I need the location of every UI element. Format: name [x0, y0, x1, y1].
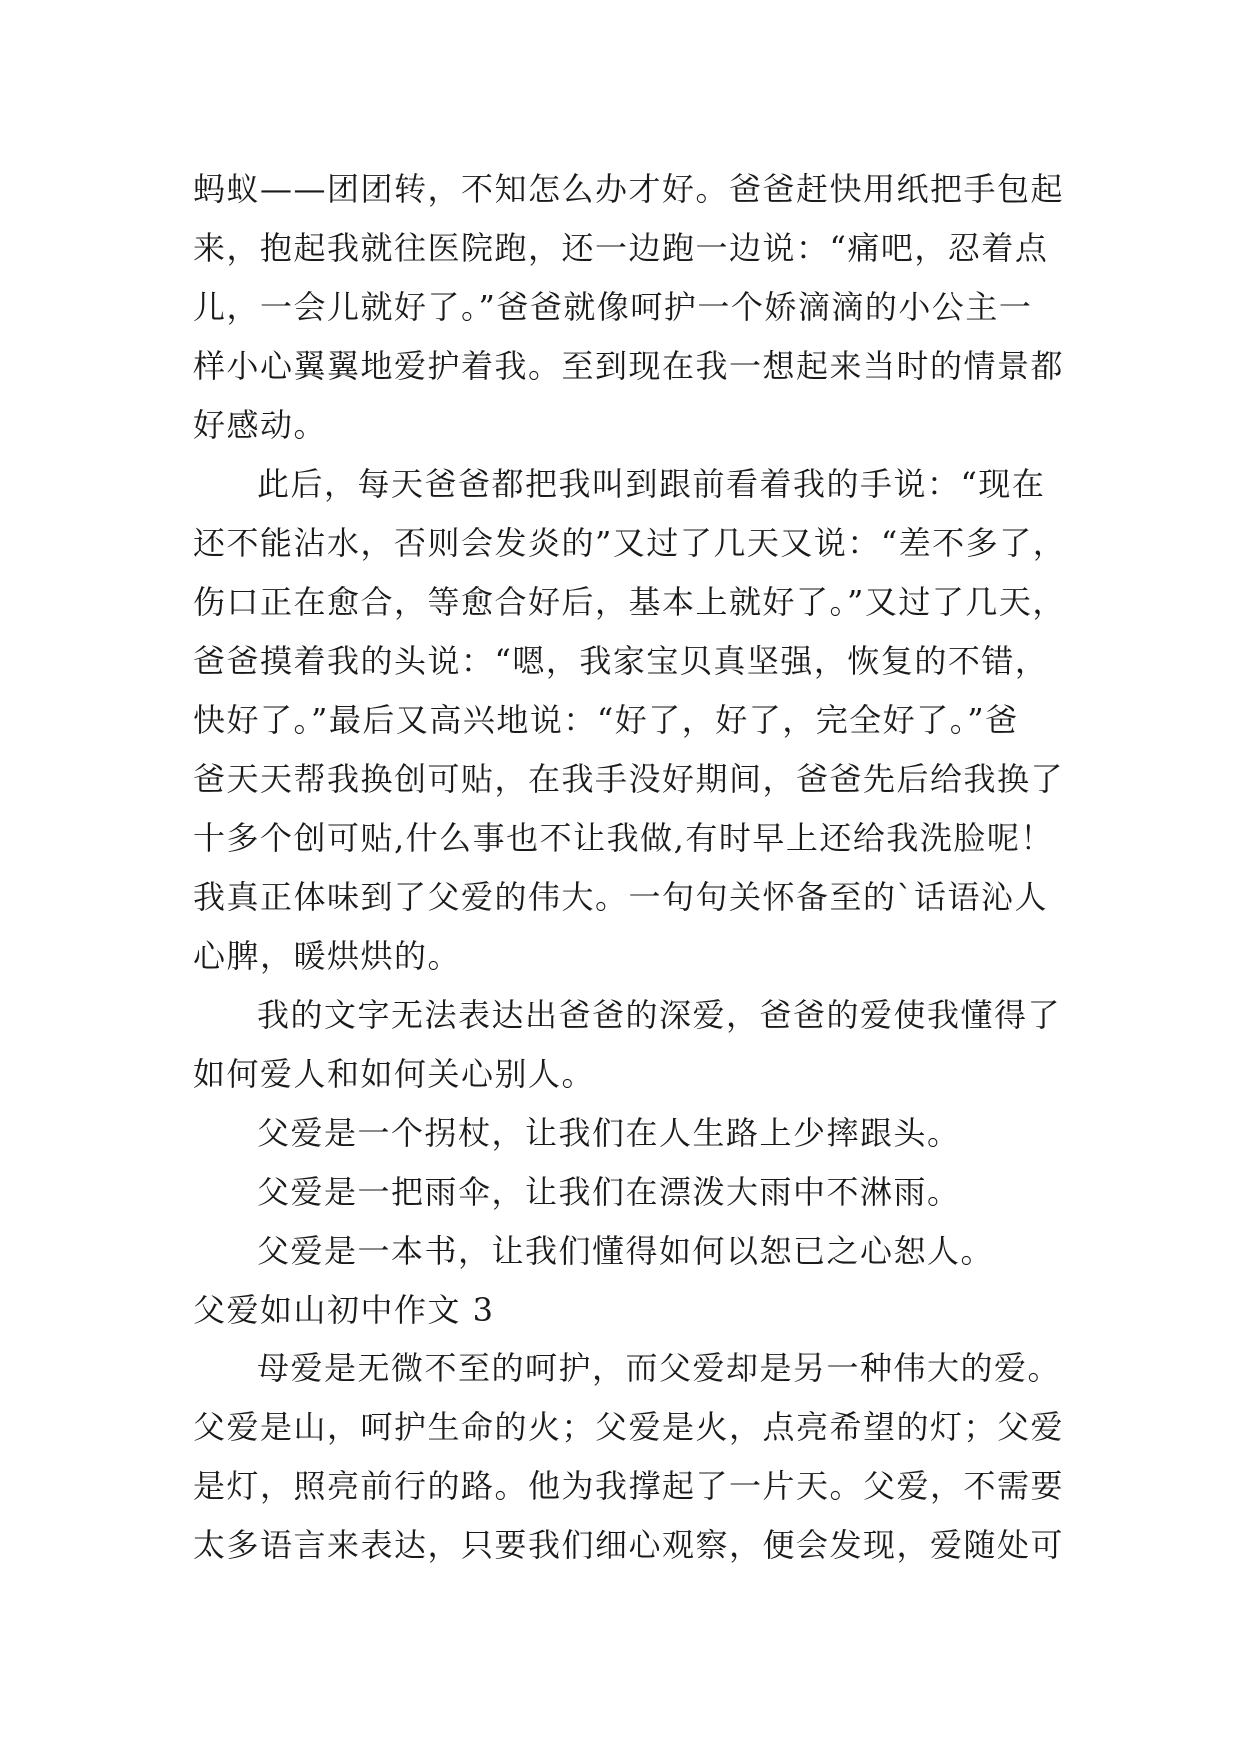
text-line: 好感动。 — [193, 406, 328, 444]
section-heading: 父爱如山初中作文 3 — [193, 1291, 495, 1329]
text-line: 父爱是山，呵护生命的火；父爱是火，点亮希望的灯；父爱 — [193, 1408, 1065, 1446]
text-line: 太多语言来表达，只要我们细心观察，便会发现，爱随处可 — [193, 1526, 1065, 1564]
text-line: 儿，一会儿就好了。”爸爸就像呵护一个娇滴滴的小公主一 — [193, 288, 1033, 326]
paragraph-first-line: 母爱是无微不至的呵护，而父爱却是另一种伟大的爱。 — [257, 1349, 1062, 1387]
paragraph-first-line: 父爱是一把雨伞，让我们在漂泼大雨中不淋雨。 — [257, 1173, 961, 1211]
text-line: 我真正体味到了父爱的伟大。一句句关怀备至的`话语沁人 — [193, 878, 1049, 916]
text-line: 蚂蚁——团团转，不知怎么办才好。爸爸赶快用纸把手包起 — [193, 170, 1065, 208]
text-line: 还不能沾水，否则会发炎的”又过了几天又说：“差不多了， — [193, 524, 1067, 562]
text-line: 是灯，照亮前行的路。他为我撑起了一片天。父爱，不需要 — [193, 1467, 1065, 1505]
text-line: 来，抱起我就往医院跑，还一边跑一边说：“痛吧，忍着点 — [193, 229, 1049, 267]
text-line: 伤口正在愈合，等愈合好后，基本上就好了。”又过了几天， — [193, 583, 1066, 621]
essay-body — [193, 160, 1073, 1575]
text-line: 心脾，暖烘烘的。 — [193, 937, 462, 975]
text-line: 爸爸摸着我的头说：“嗯，我家宝贝真坚强，恢复的不错， — [193, 642, 1049, 680]
paragraph-first-line: 此后，每天爸爸都把我叫到跟前看着我的手说：“现在 — [257, 465, 1046, 503]
text-line: 爸天天帮我换创可贴，在我手没好期间，爸爸先后给我换了 — [193, 760, 1065, 798]
text-line: 十多个创可贴,什么事也不让我做,有时早上还给我洗脸呢！ — [193, 819, 1054, 857]
text-line: 样小心翼翼地爱护着我。至到现在我一想起来当时的情景都 — [193, 347, 1065, 385]
text-line: 快好了。”最后又高兴地说：“好了，好了，完全好了。”爸 — [193, 701, 1019, 739]
paragraph-first-line: 父爱是一个拐杖，让我们在人生路上少摔跟头。 — [257, 1114, 961, 1152]
paragraph-first-line: 我的文字无法表达出爸爸的深爱，爸爸的爱使我懂得了 — [257, 996, 1062, 1034]
text-line: 如何爱人和如何关心别人。 — [193, 1055, 596, 1093]
paragraph-first-line: 父爱是一本书，让我们懂得如何以恕已之心恕人。 — [257, 1232, 995, 1270]
